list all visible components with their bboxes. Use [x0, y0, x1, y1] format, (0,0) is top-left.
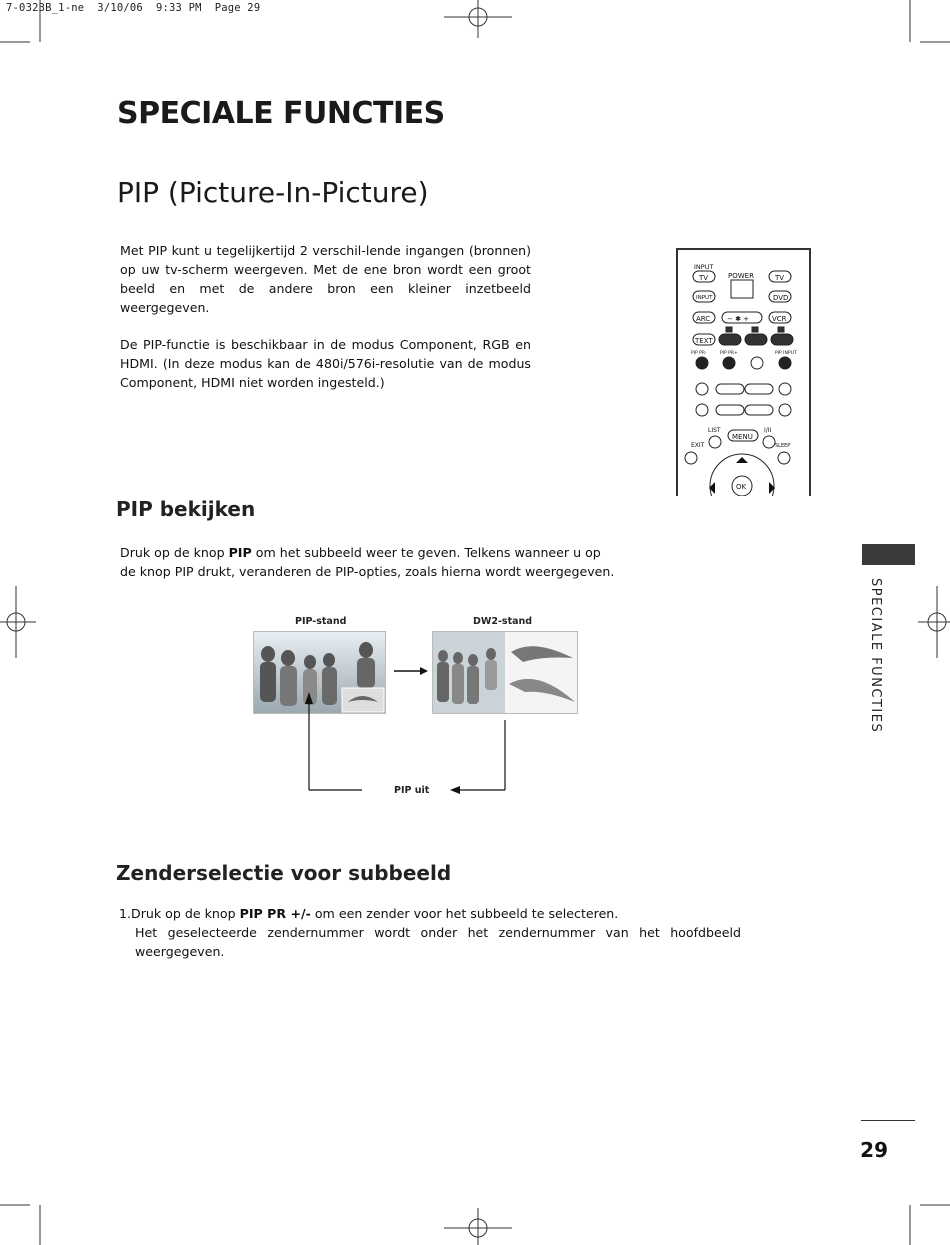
- remote-dvd-label: DVD: [773, 294, 789, 302]
- section2-text-before: Druk op de knop: [131, 906, 240, 921]
- section2-text-after: om een zender voor het subbeeld te selecteren.: [310, 906, 619, 921]
- print-slug: 7-0323B_1-ne 3/10/06 9:33 PM Page 29: [6, 2, 261, 14]
- remote-pip-pr-minus-label: PIP PR-: [691, 351, 707, 356]
- remote-text-label: TEXT: [695, 337, 713, 345]
- arrow-right-icon: [394, 666, 428, 676]
- remote-vcr-label: VCR: [772, 315, 787, 323]
- remote-pip-input-label: PIP INPUT: [775, 351, 797, 356]
- remote-tv-label-right: TV: [775, 274, 785, 282]
- section1-key-pip: PIP: [228, 545, 252, 560]
- remote-ok-label: OK: [736, 483, 747, 491]
- remote-list-label: LIST: [708, 427, 721, 434]
- intro-paragraph-1: Met PIP kunt u tegelijkertijd 2 verschil-lende ingangen (bronnen) op uw tv-scherm weergeven. Met de ene bron wordt een groot beeld en met de andere bron een kleiner inzetbeeld weergegeven.: [120, 243, 531, 315]
- remote-input-label: INPUT: [694, 263, 714, 271]
- page-subtitle: PIP (Picture-In-Picture): [117, 176, 429, 209]
- remote-tv-label-left: TV: [699, 274, 709, 282]
- side-tab-label: SPECIALE FUNCTIES: [868, 578, 883, 734]
- page-number: 29: [860, 1138, 888, 1162]
- section2-key-pip-pr: PIP PR +/-: [239, 906, 311, 921]
- label-pip-uit: PIP uit: [394, 785, 430, 796]
- remote-minus-plus-label: − ✱ +: [727, 315, 750, 323]
- remote-exit-label: EXIT: [691, 442, 705, 449]
- section2-step-1: [119, 904, 759, 923]
- section-heading-pip-bekijken: PIP bekijken: [116, 497, 256, 521]
- page-title: SPECIALE FUNCTIES: [117, 96, 445, 131]
- side-tab-bar: [862, 544, 915, 565]
- remote-power-label: POWER: [728, 272, 754, 280]
- section-heading-zenderselectie: Zenderselectie voor subbeeld: [116, 861, 452, 885]
- remote-control-illustration: [676, 248, 811, 496]
- remote-arc-label: ARC: [696, 315, 711, 323]
- remote-buttons: [678, 250, 809, 496]
- remote-sleep-label: SLEEP: [775, 443, 791, 449]
- remote-input-button-label: INPUT: [696, 295, 713, 301]
- intro-paragraph-2: De PIP-functie is beschikbaar in de modus Component, RGB en HDMI. (In deze modus kan de 480i/576i-resolutie van de modus Component, HDMI niet worden ingesteld.): [120, 337, 531, 390]
- section1-text-after: om het subbeeld weer te geven. Telkens wanneer u op de knop PIP drukt, veranderen de PIP-opties, zoals hierna wordt weergegeven.: [120, 545, 615, 579]
- label-pip-stand: PIP-stand: [295, 616, 347, 627]
- pip-cycle-lines: [300, 690, 512, 794]
- section1-text-before: Druk op de knop: [120, 545, 229, 560]
- section1-paragraph: [120, 543, 620, 581]
- remote-menu-label: MENU: [732, 433, 753, 441]
- page-number-rule: [861, 1120, 915, 1121]
- label-dw2-stand: DW2-stand: [473, 616, 533, 627]
- remote-pip-pr-plus-label: PIP PR+: [720, 351, 738, 356]
- section2-step-1-detail: Het geselecteerde zendernummer wordt onder het zendernummer van het hoofdbeeld weergegeven.: [135, 925, 741, 959]
- remote-i-ii-label: I/II: [764, 427, 772, 434]
- section2-step-number: 1.: [119, 906, 132, 921]
